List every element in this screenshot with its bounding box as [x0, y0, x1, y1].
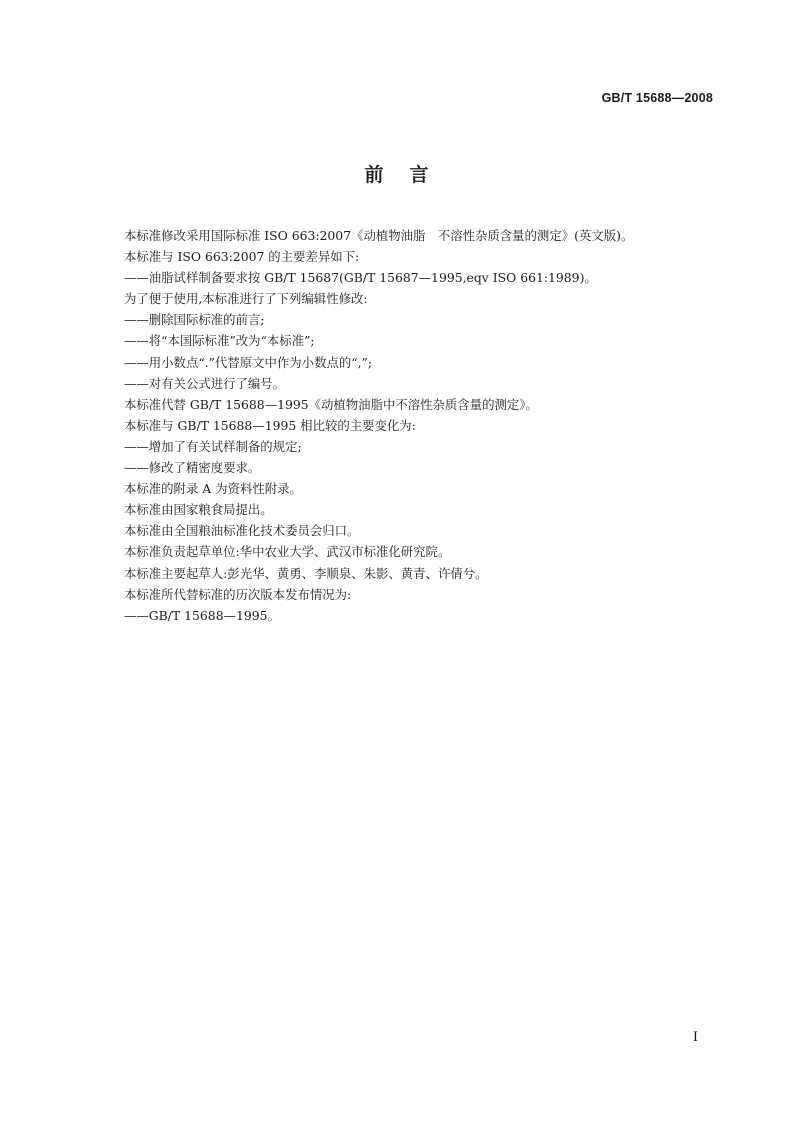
preface-line: 为了便于使用,本标准进行了下列编辑性修改: — [124, 291, 368, 307]
preface-line: 本标准由全国粮油标准化技术委员会归口。 — [124, 523, 360, 539]
page-number: I — [692, 1030, 698, 1045]
preface-line: ——删除国际标准的前言; — [124, 312, 265, 328]
preface-line: ——增加了有关试样制备的规定; — [124, 438, 302, 454]
preface-line: 本标准所代替标准的历次版本发布情况为: — [124, 586, 352, 602]
page-title: 前言 — [364, 164, 455, 186]
preface-line: ——修改了精密度要求。 — [124, 460, 261, 476]
preface-line: 本标准与 ISO 663:2007 的主要差异如下: — [124, 249, 360, 265]
standard-code: GB/T 15688—2008 — [601, 91, 713, 105]
preface-line: ——用小数点“.”代替原文中作为小数点的“,”; — [124, 354, 373, 370]
preface-line: ——GB/T 15688—1995。 — [124, 607, 280, 623]
preface-line: 本标准主要起草人:彭光华、黄勇、李顺泉、朱影、黄青、许倩兮。 — [124, 565, 488, 581]
preface-line: 本标准修改采用国际标准 ISO 663:2007《动植物油脂 不溶性杂质含量的测定》(英文版)。 — [124, 228, 634, 243]
preface-line: ——对有关公式进行了编号。 — [124, 375, 286, 391]
preface-line: 本标准代替 GB/T 15688—1995《动植物油脂中不溶性杂质含量的测定》。 — [124, 396, 538, 412]
preface-line: 本标准由国家粮食局提出。 — [124, 502, 273, 518]
preface-line: 本标准负责起草单位:华中农业大学、武汉市标准化研究院。 — [124, 544, 451, 560]
preface-line: ——将“本国际标准”改为“本标准”; — [124, 333, 315, 349]
preface-line: 本标准与 GB/T 15688—1995 相比较的主要变化为: — [124, 417, 416, 433]
preface-line: ——油脂试样制备要求按 GB/T 15687(GB/T 15687—1995,eqv ISO 661:1989)。 — [124, 270, 597, 286]
preface-line: 本标准的附录 A 为资料性附录。 — [124, 481, 302, 497]
preface-body — [124, 225, 724, 626]
